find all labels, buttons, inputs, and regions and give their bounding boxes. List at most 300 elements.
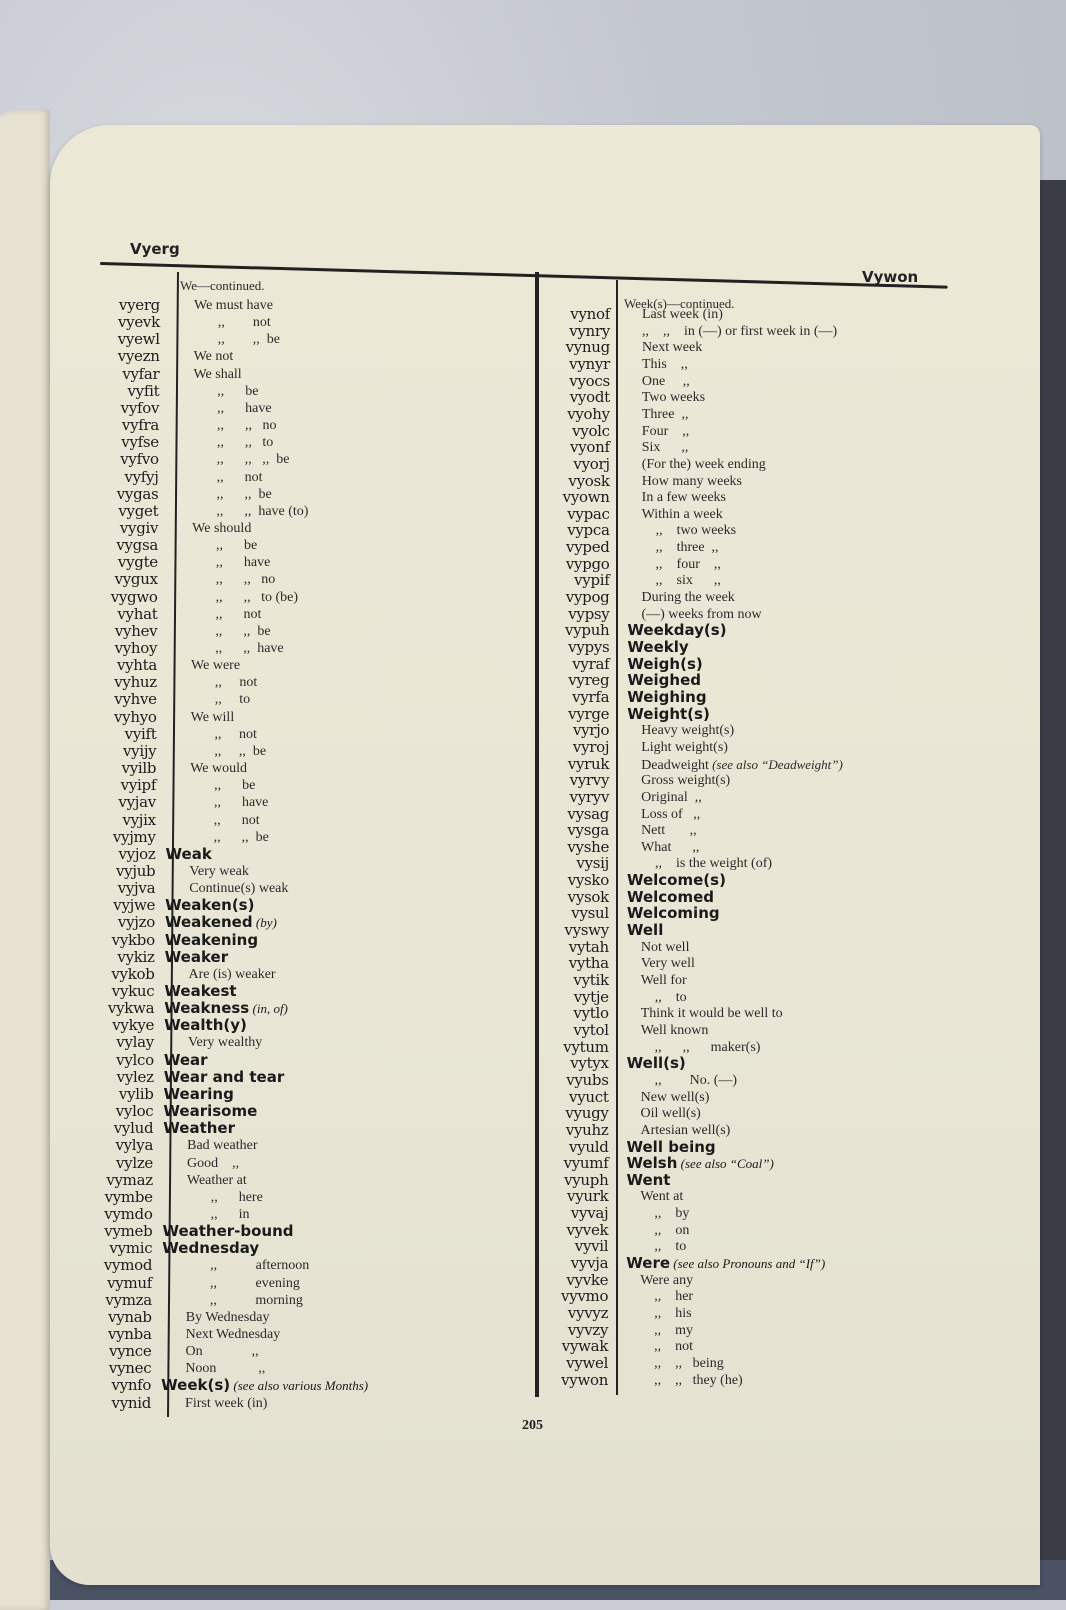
headword: [165, 897, 254, 914]
code-word: vywel: [566, 1353, 609, 1372]
code-word: vyfyj: [124, 467, 159, 486]
headword: [627, 889, 714, 906]
headword: [626, 1172, 670, 1189]
code-word: vyilb: [121, 759, 157, 778]
phrase: [641, 1122, 731, 1139]
code-word: vynab: [108, 1307, 152, 1326]
phrase-text: Welcome(s): [626, 871, 726, 890]
code-word: vyjoz: [118, 844, 156, 863]
phrase-text: ,, is the weight (of): [655, 856, 773, 872]
code-word: vytje: [573, 987, 609, 1006]
code-word: vyvil: [574, 1237, 609, 1256]
phrase: [654, 1322, 693, 1339]
code-word: vyruk: [567, 754, 610, 773]
phrase: [215, 606, 261, 623]
phrase: [642, 406, 689, 423]
code-word: vygsa: [116, 536, 159, 555]
code-word: vynce: [109, 1342, 152, 1361]
phrase-text: Next week: [641, 340, 703, 356]
phrase-text: ,, No. (—): [654, 1072, 738, 1088]
code-word: vylez: [116, 1067, 154, 1086]
phrase: [641, 1005, 783, 1022]
code-word: vyfse: [121, 433, 159, 452]
phrase-text: Six ,,: [641, 440, 689, 456]
phrase-text: Well known: [640, 1022, 709, 1038]
section-head-left: [180, 278, 265, 294]
phrase: [642, 439, 689, 456]
phrase: [641, 839, 699, 856]
phrase: [654, 1288, 693, 1305]
code-word: vyodt: [569, 388, 610, 407]
code-word: vywon: [561, 1370, 609, 1389]
phrase: [186, 1309, 270, 1326]
phrase-text: ,, evening: [210, 1275, 300, 1291]
phrase: [642, 489, 726, 506]
code-word: vytik: [573, 971, 609, 989]
phrase: [642, 373, 690, 390]
phrase-text: Good ,,: [187, 1155, 240, 1171]
code-word: vypif: [574, 571, 610, 590]
code-word: vyuhz: [565, 1120, 609, 1139]
phrase-text: ,, ,, maker(s): [654, 1039, 761, 1055]
code-word: vyrfa: [572, 687, 610, 706]
headword: [165, 914, 277, 931]
phrase-text: Are (is) weaker: [188, 966, 276, 982]
phrase-text: Continue(s) weak: [189, 881, 289, 897]
code-word: vyvyz: [567, 1304, 609, 1322]
code-word: vyhuz: [114, 673, 157, 692]
phrase: [641, 739, 728, 756]
code-word: vyvke: [566, 1270, 609, 1289]
phrase-text: ,, ,, no: [215, 572, 276, 588]
phrase-text: (—) weeks from now: [641, 606, 762, 622]
phrase-text: ,, not: [214, 726, 257, 742]
code-word: vylib: [118, 1084, 154, 1103]
phrase: [215, 674, 257, 691]
phrase-text: Three ,,: [641, 406, 689, 422]
code-word: vypuh: [565, 621, 610, 640]
phrase-text: New well(s): [640, 1089, 710, 1105]
phrase-text: Well: [626, 921, 664, 940]
code-word: vynec: [108, 1359, 152, 1378]
code-word: vyumf: [563, 1154, 609, 1173]
code-word: vyrge: [568, 704, 610, 723]
code-word: vypac: [567, 504, 610, 523]
code-word: vytol: [573, 1020, 609, 1039]
phrase-text: Well(s): [626, 1054, 686, 1073]
phrase: [215, 691, 250, 708]
phrase: [641, 606, 761, 623]
phrase: [211, 1206, 250, 1223]
phrase-text: Wednesday: [162, 1239, 260, 1258]
headword: [163, 1120, 235, 1137]
phrase-text: ,, two weeks: [655, 523, 737, 539]
phrase-text: ,, have: [217, 400, 272, 416]
phrase-text: We would: [190, 761, 248, 777]
code-word: vypys: [568, 638, 610, 656]
phrase-text: Went: [626, 1170, 671, 1189]
running-head-left: Vyerg: [130, 240, 180, 258]
phrase-text: Weekly: [627, 638, 689, 656]
running-head-right: Vywon: [862, 268, 919, 286]
phrase-text: Weakened: [164, 913, 253, 932]
headword: [627, 656, 702, 673]
phrase: [642, 339, 702, 356]
phrase-text: ,, ,, be: [213, 829, 269, 845]
code-word: vysga: [567, 821, 610, 840]
headword: [627, 672, 701, 689]
code-word: vyvzy: [567, 1320, 609, 1339]
code-word: vyryv: [569, 787, 610, 806]
phrase: [642, 506, 723, 523]
code-word: vymdo: [104, 1204, 153, 1223]
phrase-text: ,, on: [654, 1222, 690, 1238]
phrase: [189, 880, 288, 897]
phrase-text: Weighed: [627, 671, 701, 690]
phrase: [215, 640, 283, 657]
phrase-text: ,, not: [213, 812, 260, 828]
code-word: vyget: [118, 501, 159, 520]
phrase-text: ,, morning: [209, 1292, 303, 1308]
code-word: vynyr: [569, 354, 610, 373]
phrase: [216, 554, 270, 571]
code-word: vyswy: [564, 921, 609, 940]
phrase-text: Think it would be well to: [640, 1006, 783, 1022]
phrase: [214, 794, 268, 811]
phrase: [216, 486, 271, 503]
phrase: [641, 589, 734, 606]
headword: [162, 1240, 259, 1257]
phrase: [217, 434, 273, 451]
cross-reference-note: (see also “Coal”): [680, 1156, 774, 1172]
headword: [626, 1255, 825, 1272]
phrase-text: How many weeks: [641, 473, 742, 489]
phrase-text: We not: [193, 349, 234, 365]
headword: [627, 689, 706, 706]
phrase-text: Loss of ,,: [641, 806, 701, 822]
phrase: [218, 314, 271, 331]
phrase: [656, 556, 721, 573]
code-word: vysko: [567, 871, 609, 890]
phrase: [641, 1089, 710, 1106]
code-word: vysag: [567, 804, 610, 823]
phrase-text: ,, be: [216, 538, 258, 554]
code-word: vyift: [124, 724, 157, 743]
headword: [627, 905, 720, 922]
code-word: vyezn: [117, 347, 160, 366]
code-word: vykye: [112, 1016, 155, 1035]
phrase: [655, 855, 772, 872]
phrase-text: Very weak: [189, 863, 249, 879]
phrase: [189, 966, 276, 983]
code-word: vyosk: [568, 471, 610, 490]
phrase: [194, 297, 273, 314]
phrase: [642, 423, 689, 440]
headword: [627, 872, 726, 889]
headword: [627, 1139, 716, 1156]
cross-reference-note: (see also various Months): [233, 1378, 369, 1394]
code-word: vyraf: [572, 654, 610, 673]
phrase-text: ,, three ,,: [655, 540, 719, 556]
phrase: [185, 1343, 258, 1360]
phrase: [654, 1372, 743, 1389]
code-word: vymuf: [107, 1273, 153, 1292]
phrase-text: During the week: [641, 590, 735, 606]
code-word: vykiz: [117, 947, 155, 966]
phrase-text: Weaken(s): [165, 896, 255, 915]
phrase: [210, 1257, 309, 1274]
phrase-text: Heavy weight(s): [641, 723, 735, 739]
phrase-text: ,, have: [215, 555, 271, 571]
code-word: vygas: [116, 484, 159, 503]
phrase: [641, 939, 690, 956]
code-word: vyshe: [567, 837, 610, 856]
phrase-text: Well for: [640, 973, 687, 988]
code-word: vykob: [111, 964, 155, 983]
phrase-text: ,, not: [216, 469, 263, 485]
phrase-text: We will: [190, 709, 235, 725]
code-word: vyfra: [121, 416, 160, 435]
phrase-text: Weigh(s): [627, 654, 703, 673]
headword: [164, 983, 236, 1000]
phrase: [185, 1360, 265, 1377]
headword: [627, 622, 726, 639]
phrase-text: ,, ,, to (be): [215, 589, 299, 605]
phrase: [192, 520, 251, 537]
phrase: [218, 331, 280, 348]
phrase: [215, 726, 257, 743]
phrase: [217, 469, 263, 486]
phrase-text: Very well: [640, 956, 695, 972]
phrase: [216, 589, 298, 606]
phrase: [656, 539, 719, 556]
headword: [626, 1155, 773, 1172]
phrase-text: ,, not: [215, 606, 262, 622]
code-word: vytha: [568, 954, 609, 973]
phrase-text: Well being: [626, 1137, 716, 1156]
phrase-text: First week (in): [185, 1395, 268, 1411]
code-word: vygiv: [119, 518, 159, 537]
code-word: vyolc: [572, 421, 610, 440]
headword: [164, 1069, 285, 1086]
phrase-text: ,, afternoon: [210, 1258, 310, 1274]
code-word: vykwa: [107, 999, 155, 1018]
code-word: vyerg: [118, 296, 160, 314]
phrase-text: Wearing: [163, 1084, 234, 1103]
code-word: vylco: [116, 1050, 154, 1069]
phrase: [640, 1188, 683, 1205]
cross-reference-note: (see also Pronouns and “If”): [673, 1256, 826, 1272]
phrase: [217, 417, 277, 434]
code-word: vyuph: [564, 1170, 609, 1189]
code-word: vymeb: [104, 1222, 153, 1241]
headword: [165, 932, 258, 949]
phrase: [654, 1222, 689, 1239]
phrase: [654, 1305, 691, 1322]
code-word: vyorj: [573, 454, 610, 473]
code-word: vytyx: [570, 1054, 609, 1073]
phrase-text: Bad weather: [187, 1138, 258, 1154]
phrase: [641, 1022, 709, 1039]
phrase-text: ,, ,, be: [216, 486, 272, 502]
phrase-text: ,, ,, being: [654, 1355, 724, 1371]
code-word: vynug: [565, 338, 610, 357]
phrase-text: ,, to: [214, 692, 251, 708]
phrase-text: Nett ,,: [641, 823, 697, 839]
phrase: [193, 366, 241, 383]
phrase: [215, 623, 270, 640]
code-word: vyhoy: [114, 639, 158, 657]
phrase-text: We must have: [194, 298, 273, 313]
phrase-text: Four ,,: [641, 423, 690, 439]
phrase: [217, 400, 271, 417]
phrase: [216, 571, 276, 588]
code-word: vyvja: [570, 1254, 609, 1273]
headword: [627, 639, 688, 656]
code-word: vynba: [107, 1325, 152, 1343]
phrase-text: Gross weight(s): [641, 773, 731, 789]
section-head-text: Week(s)—continued.: [624, 296, 735, 311]
phrase-text: We were: [191, 658, 241, 674]
code-word: vysok: [567, 887, 609, 906]
code-word: vyonf: [570, 438, 610, 457]
phrase: [641, 722, 734, 739]
code-word: vylze: [115, 1153, 153, 1172]
phrase: [214, 829, 269, 846]
facing-page-edge: [0, 110, 50, 1610]
phrase-text: Week(s): [161, 1376, 231, 1395]
phrase: [191, 709, 235, 726]
phrase-text: Artesian well(s): [640, 1122, 731, 1138]
phrase: [216, 537, 257, 554]
code-word: vyjva: [117, 879, 156, 898]
phrase-text: (For the) week ending: [641, 456, 766, 472]
code-word: vypsy: [568, 604, 610, 623]
phrase-text: Two weeks: [641, 390, 706, 406]
phrase-text: ,, in: [210, 1206, 250, 1222]
headword: [164, 1017, 247, 1034]
code-word: vyfov: [120, 398, 160, 417]
phrase-text: ,, her: [654, 1289, 694, 1305]
phrase-text: ,, not: [217, 315, 271, 331]
phrase: [654, 1338, 693, 1355]
code-word: vymic: [109, 1239, 153, 1258]
code-word: vyjix: [122, 810, 156, 829]
phrase-text: Next Wednesday: [185, 1327, 281, 1342]
headword: [166, 846, 212, 863]
phrase: [641, 972, 687, 989]
phrase: [217, 451, 290, 468]
code-word: vyvaj: [570, 1204, 609, 1223]
phrase-text: ,, ,, have: [215, 641, 284, 656]
phrase-text: Weather at: [186, 1172, 247, 1188]
code-word: vyhta: [116, 656, 158, 675]
phrase: [185, 1395, 267, 1412]
code-word: vysij: [576, 854, 609, 873]
code-word: vyugy: [565, 1104, 609, 1123]
code-word: vytlo: [573, 1004, 609, 1023]
phrase-text: Were: [626, 1254, 671, 1273]
phrase: [641, 1105, 701, 1122]
phrase-text: What ,,: [641, 839, 700, 855]
code-word: vylay: [116, 1033, 154, 1052]
phrase-text: Weather: [163, 1119, 235, 1138]
code-word: vyfvo: [120, 450, 159, 469]
phrase-text: ,, to: [654, 1239, 687, 1255]
code-word: vyocs: [569, 371, 610, 390]
phrase: [642, 306, 723, 323]
phrase-text: ,, ,, be: [217, 332, 280, 348]
headword: [165, 949, 228, 966]
phrase-text: Weak: [165, 844, 212, 863]
code-word: vyevk: [117, 313, 160, 332]
phrase: [642, 356, 688, 373]
phrase: [190, 760, 247, 777]
code-word: vynry: [569, 321, 610, 340]
phrase: [641, 806, 700, 823]
code-word: vyjmy: [112, 827, 156, 846]
phrase: [641, 789, 702, 806]
phrase-text: ,, ,, be: [214, 743, 267, 759]
phrase-text: ,, six ,,: [655, 573, 721, 589]
phrase-text: ,, by: [654, 1206, 690, 1222]
phrase-text: Not well: [640, 939, 690, 955]
phrase-text: Weakest: [164, 982, 237, 1000]
code-word: vymod: [103, 1256, 153, 1275]
phrase-text: ,, ,, be: [215, 623, 271, 639]
phrase: [187, 1172, 247, 1189]
phrase-text: In a few weeks: [641, 490, 727, 506]
code-word: vyuct: [569, 1087, 609, 1106]
phrase: [655, 989, 687, 1006]
phrase-text: Last week (in): [642, 307, 723, 322]
phrase-text: Within a week: [641, 506, 723, 522]
code-word: vynid: [111, 1393, 152, 1412]
code-word: vylya: [115, 1136, 154, 1155]
code-word: vymbe: [104, 1187, 153, 1206]
code-word: vyipf: [120, 776, 157, 795]
phrase-text: Wear and tear: [163, 1067, 285, 1086]
headword: [161, 1377, 368, 1394]
phrase-text: Weighing: [627, 687, 707, 706]
phrase-text: Weakening: [164, 930, 259, 949]
code-word: vyroj: [572, 737, 610, 756]
phrase-text: Wear: [163, 1050, 208, 1069]
section-head-text: We—continued.: [180, 278, 265, 293]
phrase-text: Weekday(s): [627, 621, 727, 640]
headword: [164, 1000, 288, 1017]
headword: [164, 1052, 208, 1069]
code-word: vyjav: [118, 793, 156, 812]
code-word: vynof: [570, 305, 610, 323]
phrase-text: Noon ,,: [185, 1361, 266, 1377]
phrase: [210, 1275, 300, 1292]
headword: [627, 706, 710, 723]
phrase-text: ,, not: [214, 675, 258, 691]
phrase: [186, 1326, 281, 1343]
phrase-text: One ,,: [641, 373, 690, 389]
code-word: vyvek: [566, 1220, 609, 1239]
phrase-text: ,, ,, in (—) or first week in (—): [641, 323, 838, 339]
code-word: vyuld: [568, 1137, 609, 1156]
phrase: [641, 756, 843, 774]
headword: [163, 1103, 257, 1120]
code-word: vyped: [566, 538, 610, 557]
code-word: vypgo: [565, 554, 610, 573]
phrase-text: ,, ,, have (to): [216, 503, 309, 519]
code-word: vytum: [563, 1037, 609, 1056]
phrase-text: Very wealthy: [187, 1035, 263, 1051]
